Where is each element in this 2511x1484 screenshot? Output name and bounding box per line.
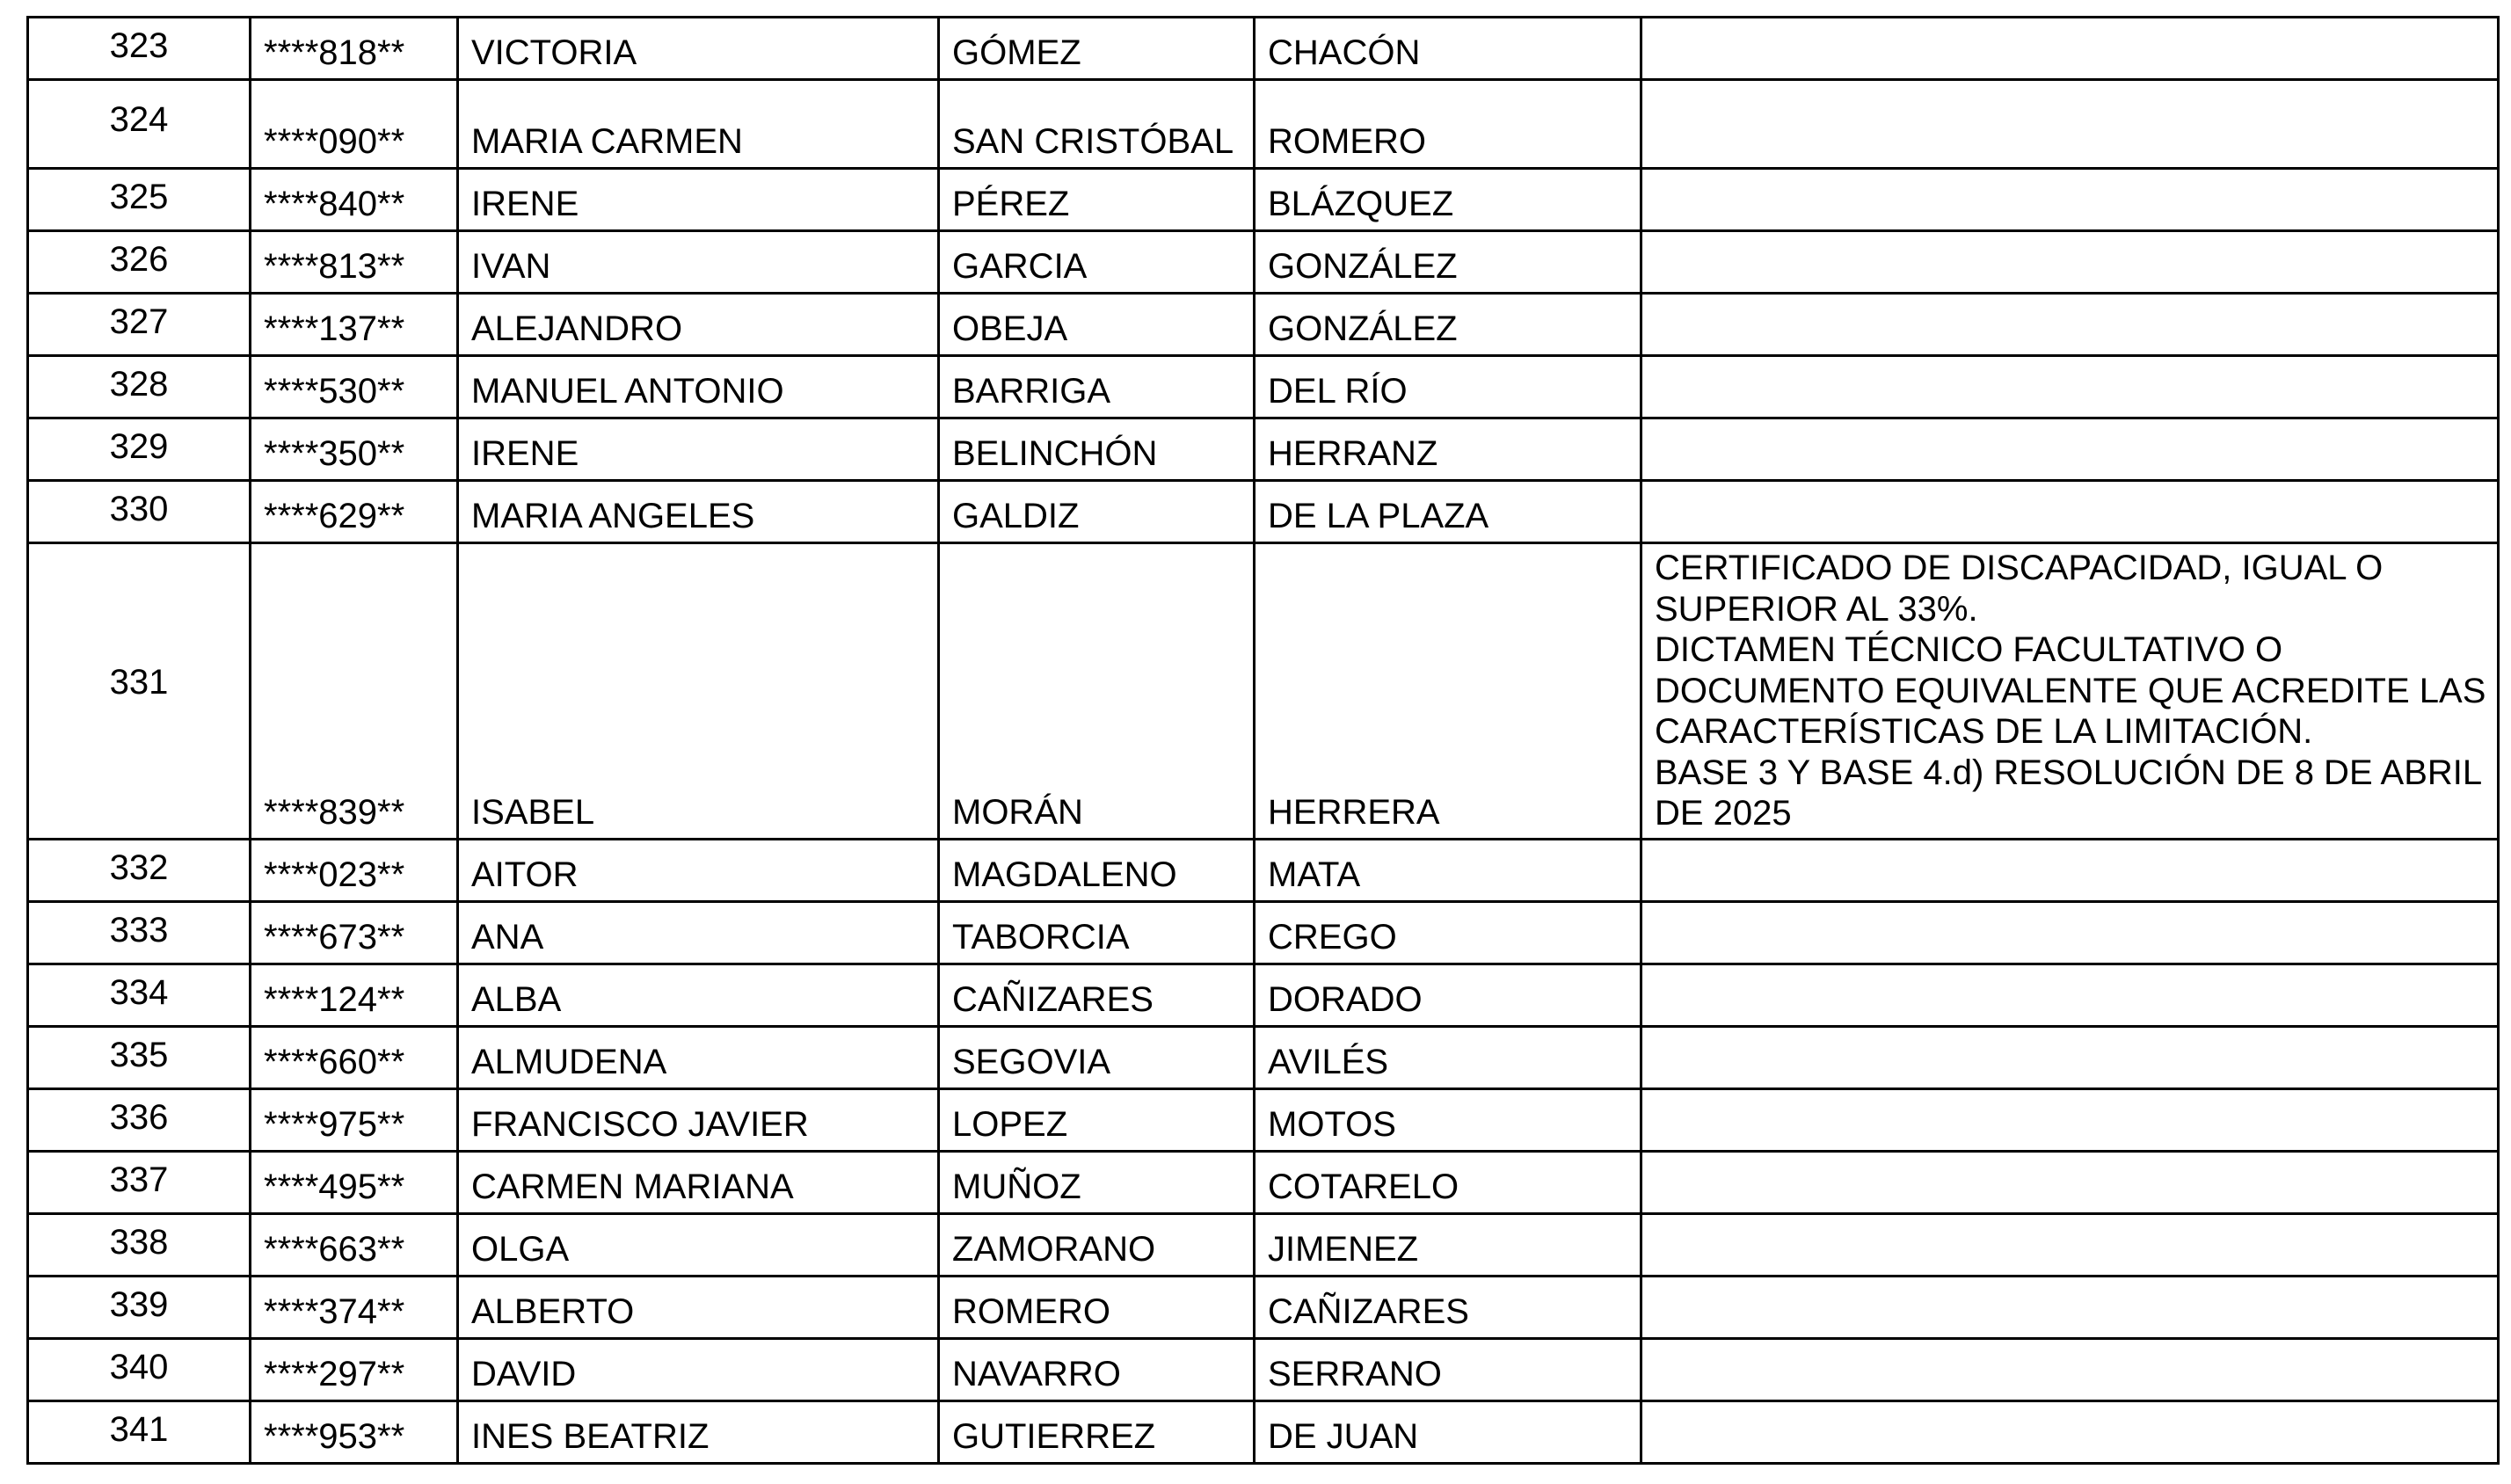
table-row	[28, 356, 2499, 418]
table-row	[28, 1400, 2499, 1463]
row-number-cell: 332	[28, 839, 251, 901]
first-name-cell: OLGA	[458, 1213, 939, 1276]
observations-cell	[1641, 1338, 2499, 1400]
table-row	[28, 839, 2499, 901]
first-name-cell: MANUEL ANTONIO	[458, 356, 939, 418]
masked-id-cell: ****023**	[251, 839, 458, 901]
masked-id-cell: ****953**	[251, 1400, 458, 1463]
masked-id-cell: ****350**	[251, 418, 458, 481]
first-name-cell: VICTORIA	[458, 18, 939, 80]
first-surname-cell: OBEJA	[939, 294, 1255, 356]
first-surname-cell: GALDIZ	[939, 481, 1255, 543]
first-name-cell: IRENE	[458, 418, 939, 481]
row-number-cell: 338	[28, 1213, 251, 1276]
observations-cell	[1641, 418, 2499, 481]
first-name-cell: ALMUDENA	[458, 1026, 939, 1088]
first-surname-cell: PÉREZ	[939, 169, 1255, 231]
second-surname-cell: SERRANO	[1255, 1338, 1641, 1400]
first-surname-cell: CAÑIZARES	[939, 964, 1255, 1026]
second-surname-cell: DE LA PLAZA	[1255, 481, 1641, 543]
first-surname-cell: SAN CRISTÓBAL	[939, 80, 1255, 169]
first-name-cell: MARIA ANGELES	[458, 481, 939, 543]
observations-cell	[1641, 1400, 2499, 1463]
table-row	[28, 1213, 2499, 1276]
observations-cell	[1641, 1276, 2499, 1338]
second-surname-cell: DEL RÍO	[1255, 356, 1641, 418]
observations-cell	[1641, 231, 2499, 294]
masked-id-cell: ****663**	[251, 1213, 458, 1276]
row-number-cell: 337	[28, 1151, 251, 1213]
table-row	[28, 1338, 2499, 1400]
masked-id-cell: ****629**	[251, 481, 458, 543]
row-number-cell: 339	[28, 1276, 251, 1338]
masked-id-cell: ****530**	[251, 356, 458, 418]
first-surname-cell: BARRIGA	[939, 356, 1255, 418]
row-number-cell: 335	[28, 1026, 251, 1088]
candidates-table	[26, 16, 2500, 1465]
observations-cell	[1641, 80, 2499, 169]
observations-cell	[1641, 1151, 2499, 1213]
first-name-cell: ALBA	[458, 964, 939, 1026]
table-row	[28, 901, 2499, 964]
second-surname-cell: AVILÉS	[1255, 1026, 1641, 1088]
row-number-cell: 330	[28, 481, 251, 543]
observations-cell	[1641, 294, 2499, 356]
observations-cell	[1641, 169, 2499, 231]
row-number-cell: 329	[28, 418, 251, 481]
first-surname-cell: ROMERO	[939, 1276, 1255, 1338]
candidates-table-body	[28, 18, 2499, 1464]
second-surname-cell: BLÁZQUEZ	[1255, 169, 1641, 231]
masked-id-cell: ****975**	[251, 1088, 458, 1151]
second-surname-cell: CREGO	[1255, 901, 1641, 964]
row-number-cell: 325	[28, 169, 251, 231]
observations-cell	[1641, 901, 2499, 964]
row-number-cell: 328	[28, 356, 251, 418]
second-surname-cell: HERRANZ	[1255, 418, 1641, 481]
observations-cell	[1641, 356, 2499, 418]
first-surname-cell: MAGDALENO	[939, 839, 1255, 901]
row-number-cell: 333	[28, 901, 251, 964]
masked-id-cell: ****495**	[251, 1151, 458, 1213]
masked-id-cell: ****374**	[251, 1276, 458, 1338]
masked-id-cell: ****813**	[251, 231, 458, 294]
observations-cell	[1641, 839, 2499, 901]
first-name-cell: ANA	[458, 901, 939, 964]
second-surname-cell: MOTOS	[1255, 1088, 1641, 1151]
second-surname-cell: ROMERO	[1255, 80, 1641, 169]
first-surname-cell: GUTIERREZ	[939, 1400, 1255, 1463]
first-name-cell: MARIA CARMEN	[458, 80, 939, 169]
first-surname-cell: ZAMORANO	[939, 1213, 1255, 1276]
observations-cell	[1641, 481, 2499, 543]
first-name-cell: FRANCISCO JAVIER	[458, 1088, 939, 1151]
first-name-cell: IVAN	[458, 231, 939, 294]
table-row	[28, 481, 2499, 543]
table-row	[28, 543, 2499, 840]
second-surname-cell: MATA	[1255, 839, 1641, 901]
row-number-cell: 324	[28, 80, 251, 169]
first-surname-cell: MORÁN	[939, 543, 1255, 840]
masked-id-cell: ****660**	[251, 1026, 458, 1088]
row-number-cell: 327	[28, 294, 251, 356]
first-name-cell: ALEJANDRO	[458, 294, 939, 356]
table-row	[28, 1151, 2499, 1213]
second-surname-cell: DORADO	[1255, 964, 1641, 1026]
first-name-cell: AITOR	[458, 839, 939, 901]
masked-id-cell: ****840**	[251, 169, 458, 231]
first-name-cell: INES BEATRIZ	[458, 1400, 939, 1463]
table-row	[28, 1026, 2499, 1088]
first-surname-cell: TABORCIA	[939, 901, 1255, 964]
table-row	[28, 169, 2499, 231]
masked-id-cell: ****090**	[251, 80, 458, 169]
row-number-cell: 331	[28, 543, 251, 840]
first-name-cell: IRENE	[458, 169, 939, 231]
masked-id-cell: ****137**	[251, 294, 458, 356]
first-name-cell: ALBERTO	[458, 1276, 939, 1338]
first-name-cell: CARMEN MARIANA	[458, 1151, 939, 1213]
row-number-cell: 323	[28, 18, 251, 80]
first-surname-cell: GÓMEZ	[939, 18, 1255, 80]
first-name-cell: ISABEL	[458, 543, 939, 840]
masked-id-cell: ****839**	[251, 543, 458, 840]
masked-id-cell: ****673**	[251, 901, 458, 964]
second-surname-cell: JIMENEZ	[1255, 1213, 1641, 1276]
second-surname-cell: HERRERA	[1255, 543, 1641, 840]
observations-cell	[1641, 1213, 2499, 1276]
masked-id-cell: ****297**	[251, 1338, 458, 1400]
second-surname-cell: COTARELO	[1255, 1151, 1641, 1213]
first-surname-cell: MUÑOZ	[939, 1151, 1255, 1213]
table-row	[28, 418, 2499, 481]
first-surname-cell: LOPEZ	[939, 1088, 1255, 1151]
observations-cell	[1641, 1026, 2499, 1088]
second-surname-cell: CAÑIZARES	[1255, 1276, 1641, 1338]
row-number-cell: 336	[28, 1088, 251, 1151]
observations-cell: CERTIFICADO DE DISCAPACIDAD, IGUAL O SUPERIOR AL 33%. DICTAMEN TÉCNICO FACULTATIVO O DOCUMENTO EQUIVALENTE QUE ACREDITE LAS CARACTERÍSTICAS DE LA LIMITACIÓN. BASE 3 Y BASE 4.d) RESOLUCIÓN DE 8 DE ABRIL DE 2025	[1641, 543, 2499, 840]
first-surname-cell: BELINCHÓN	[939, 418, 1255, 481]
observations-cell	[1641, 964, 2499, 1026]
table-row	[28, 294, 2499, 356]
first-name-cell: DAVID	[458, 1338, 939, 1400]
observations-cell	[1641, 1088, 2499, 1151]
first-surname-cell: GARCIA	[939, 231, 1255, 294]
second-surname-cell: CHACÓN	[1255, 18, 1641, 80]
row-number-cell: 334	[28, 964, 251, 1026]
masked-id-cell: ****818**	[251, 18, 458, 80]
table-row	[28, 231, 2499, 294]
row-number-cell: 341	[28, 1400, 251, 1463]
first-surname-cell: NAVARRO	[939, 1338, 1255, 1400]
masked-id-cell: ****124**	[251, 964, 458, 1026]
table-row	[28, 1276, 2499, 1338]
table-row	[28, 80, 2499, 169]
first-surname-cell: SEGOVIA	[939, 1026, 1255, 1088]
second-surname-cell: GONZÁLEZ	[1255, 294, 1641, 356]
second-surname-cell: GONZÁLEZ	[1255, 231, 1641, 294]
table-row	[28, 964, 2499, 1026]
table-row	[28, 18, 2499, 80]
row-number-cell: 326	[28, 231, 251, 294]
observations-cell	[1641, 18, 2499, 80]
second-surname-cell: DE JUAN	[1255, 1400, 1641, 1463]
table-row	[28, 1088, 2499, 1151]
row-number-cell: 340	[28, 1338, 251, 1400]
